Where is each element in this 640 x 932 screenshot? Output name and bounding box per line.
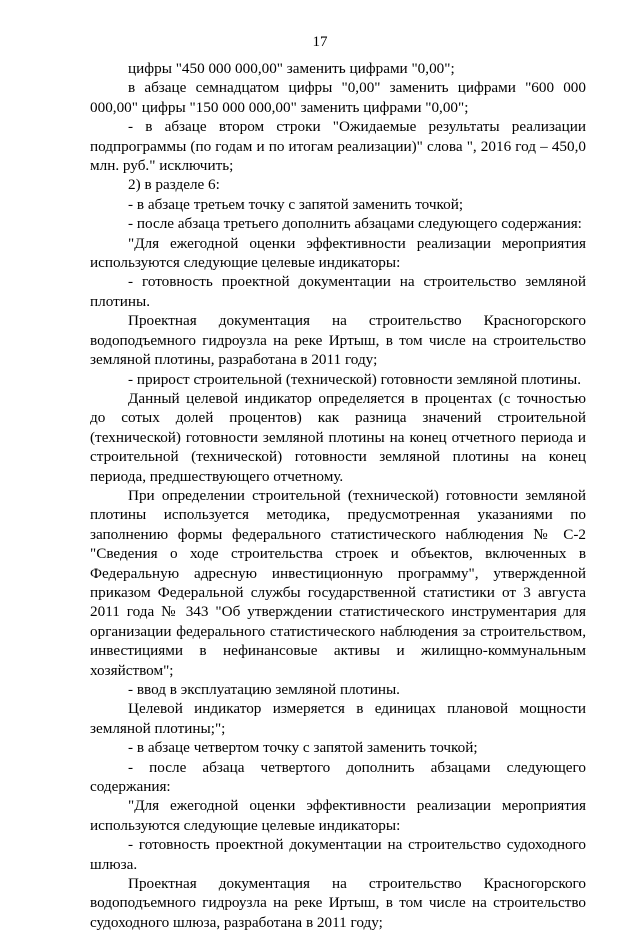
paragraph: - ввод в эксплуатацию земляной плотины. bbox=[128, 681, 400, 698]
document-body bbox=[90, 59, 586, 932]
paragraph: "Для ежегодной оценки эффективности реализации мероприятия используются следующие целевые индикаторы: bbox=[90, 234, 586, 272]
paragraph: - в абзаце третьем точку с запятой заменить точкой; bbox=[128, 195, 464, 213]
paragraph: - прирост строительной (технической) готовности земляной плотины. bbox=[128, 370, 582, 388]
paragraph: - после абзаца четвертого дополнить абзацами следующего содержания: bbox=[90, 758, 586, 796]
paragraph: "Для ежегодной оценки эффективности реализации мероприятия используются следующие целевые индикаторы: bbox=[90, 797, 586, 834]
paragraph: цифры "450 000 000,00" заменить цифрами "0,00"; bbox=[128, 60, 455, 77]
paragraph: Данный целевой индикатор определяется в процентах (с точностью до сотых долей процентов) как разница значений строительной (технической) готовности земляной плотины на конец отчетного периода и строительной (технической) готовности земляной плотины на конец периода, предшествующего отчетному. bbox=[90, 389, 586, 485]
paragraph: - после абзаца третьего дополнить абзацами следующего содержания: bbox=[128, 215, 582, 233]
page-number: 17 bbox=[312, 34, 328, 50]
paragraph: 2) в разделе 6: bbox=[128, 176, 220, 194]
paragraph: - в абзаце втором строки "Ожидаемые результаты реализации подпрограммы (по годам и по итогам реализации)" слова ", 2016 год – 450,0 млн. руб." исключить; bbox=[90, 118, 586, 175]
paragraph: - в абзаце четвертом точку с запятой заменить точкой; bbox=[128, 739, 478, 757]
paragraph: Проектная документация на строительство Красногорского водоподъемного гидроузла на реке Иртыш, в том числе на строительство земляной плотины, разработана в 2011 году; bbox=[90, 312, 586, 369]
paragraph: в абзаце семнадцатом цифры "0,00" заменить цифрами "600 000 000,00" цифры "150 000 000,00" заменить цифрами "0,00"; bbox=[90, 79, 586, 116]
paragraph: Целевой индикатор измеряется в единицах плановой мощности земляной плотины;"; bbox=[90, 700, 586, 737]
paragraph: - готовность проектной документации на строительство земляной плотины. bbox=[90, 273, 586, 310]
paragraph: При определении строительной (технической) готовности земляной плотины используется методика, предусмотренная указаниями по заполнению формы федерального статистического наблюдения № С-2 "Сведения о ходе строительства строек и объектов, включенных в Федеральную адресную инвестиционную программу", утвержденной приказом Федеральной службы государственной статистики от 3 августа 2011 года № 343 "Об утверждении статистического инструментария для организации федерального статистического наблюдения за строительством, инвестициями в нефинансовые активы и жилищно-коммунальным хозяйством"; bbox=[90, 486, 586, 679]
paragraph: Проектная документация на строительство Красногорского водоподъемного гидроузла на реке Иртыш, в том числе на строительство судоходного шлюза, разработана в 2011 году; bbox=[90, 875, 586, 931]
paragraph: - готовность проектной документации на строительство судоходного шлюза. bbox=[90, 836, 586, 873]
